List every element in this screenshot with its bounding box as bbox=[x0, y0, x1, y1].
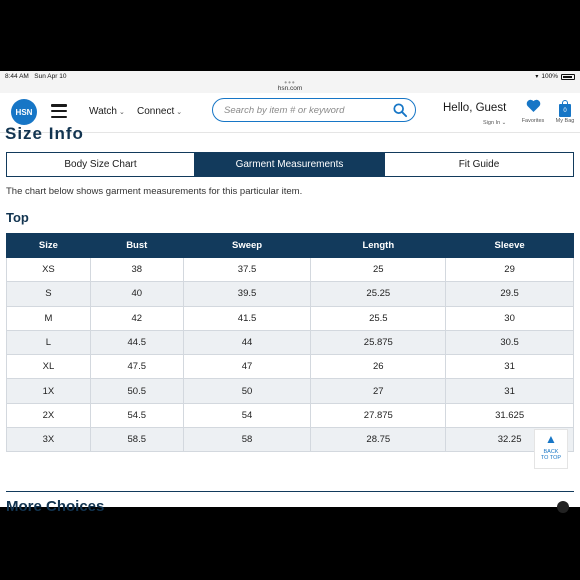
chevron-down-icon: ⌄ bbox=[118, 109, 125, 116]
column-header: Length bbox=[311, 234, 446, 258]
next-section-heading-partial: More Choices bbox=[6, 498, 105, 515]
tab-fit-guide[interactable]: Fit Guide bbox=[385, 153, 573, 176]
intro-text: The chart below shows garment measurements for this particular item. bbox=[6, 186, 303, 197]
table-cell: 37.5 bbox=[183, 258, 311, 282]
table-row bbox=[7, 306, 574, 330]
nav-connect[interactable]: Connect ⌄ bbox=[137, 106, 183, 117]
table-row bbox=[7, 355, 574, 379]
table-cell: 54.5 bbox=[90, 403, 183, 427]
table-cell: 47.5 bbox=[90, 355, 183, 379]
section-title: Top bbox=[6, 210, 29, 225]
heart-icon bbox=[526, 99, 541, 112]
table-row bbox=[7, 330, 574, 354]
favorites-label: Favorites bbox=[521, 118, 545, 124]
sign-in-link[interactable]: Sign In ⌄ bbox=[483, 120, 507, 126]
column-header: Size bbox=[7, 234, 91, 258]
search-icon[interactable] bbox=[393, 103, 407, 117]
table-cell: 40 bbox=[90, 282, 183, 306]
wifi-icon: ▾ bbox=[535, 74, 539, 80]
table-row bbox=[7, 403, 574, 427]
table-cell: XL bbox=[7, 355, 91, 379]
table-cell: 41.5 bbox=[183, 306, 311, 330]
table-cell: 50 bbox=[183, 379, 311, 403]
table-row bbox=[7, 379, 574, 403]
table-cell: 50.5 bbox=[90, 379, 183, 403]
size-tabs bbox=[6, 152, 574, 177]
greeting: Hello, Guest bbox=[443, 102, 507, 114]
favorites-button[interactable] bbox=[520, 99, 546, 124]
shopping-bag-icon: 0 bbox=[559, 104, 571, 117]
table-cell: 31 bbox=[446, 355, 574, 379]
table-cell: 25.875 bbox=[311, 330, 446, 354]
search-placeholder: Search by item # or keyword bbox=[224, 105, 345, 116]
table-cell: 30 bbox=[446, 306, 574, 330]
table-cell: 31 bbox=[446, 379, 574, 403]
back-to-top-label: BACK bbox=[543, 449, 559, 455]
app-screen bbox=[0, 71, 580, 515]
page-heading-partial: Size Info bbox=[5, 124, 84, 143]
table-cell: S bbox=[7, 282, 91, 306]
chevron-up-icon: ▲ bbox=[545, 432, 557, 446]
table-row bbox=[7, 258, 574, 282]
table-cell: 25.5 bbox=[311, 306, 446, 330]
bag-button[interactable] bbox=[553, 99, 577, 124]
menu-icon[interactable] bbox=[51, 104, 67, 118]
table-cell: 25 bbox=[311, 258, 446, 282]
table-cell: 54 bbox=[183, 403, 311, 427]
table-header-row bbox=[7, 234, 574, 258]
table-cell: 27 bbox=[311, 379, 446, 403]
status-time: 8:44 AM Sun Apr 10 bbox=[5, 73, 67, 80]
column-header: Sweep bbox=[183, 234, 311, 258]
column-header: Bust bbox=[90, 234, 183, 258]
table-cell: 32.25 bbox=[446, 428, 574, 452]
hsn-logo[interactable]: HSN bbox=[11, 99, 37, 125]
cut-off-icon bbox=[557, 501, 569, 513]
table-cell: 44.5 bbox=[90, 330, 183, 354]
table-cell: 25.25 bbox=[311, 282, 446, 306]
table-cell: 58 bbox=[183, 428, 311, 452]
table-cell: 42 bbox=[90, 306, 183, 330]
table-cell: 31.625 bbox=[446, 403, 574, 427]
table-cell: 44 bbox=[183, 330, 311, 354]
table-cell: XS bbox=[7, 258, 91, 282]
tab-garment-measurements[interactable]: Garment Measurements bbox=[195, 153, 385, 176]
table-cell: L bbox=[7, 330, 91, 354]
section-divider bbox=[6, 491, 574, 492]
table-row bbox=[7, 282, 574, 306]
battery-percent: 100% bbox=[541, 73, 558, 80]
table-cell: 39.5 bbox=[183, 282, 311, 306]
url-bar[interactable] bbox=[0, 78, 580, 93]
bag-label: My Bag bbox=[555, 118, 575, 124]
table-row bbox=[7, 428, 574, 452]
search-input[interactable] bbox=[212, 98, 416, 122]
table-cell: 29.5 bbox=[446, 282, 574, 306]
table-cell: 58.5 bbox=[90, 428, 183, 452]
table-cell: 30.5 bbox=[446, 330, 574, 354]
table-cell: 28.75 bbox=[311, 428, 446, 452]
table-cell: 29 bbox=[446, 258, 574, 282]
table-cell: 38 bbox=[90, 258, 183, 282]
table-cell: 27.875 bbox=[311, 403, 446, 427]
back-to-top-button[interactable] bbox=[534, 429, 568, 469]
chevron-down-icon: ⌄ bbox=[501, 120, 507, 126]
url-text[interactable]: hsn.com bbox=[277, 85, 303, 92]
tab-body-size-chart[interactable]: Body Size Chart bbox=[7, 153, 195, 176]
measurement-table bbox=[6, 233, 574, 452]
table-cell: 1X bbox=[7, 379, 91, 403]
table-cell: M bbox=[7, 306, 91, 330]
table-cell: 2X bbox=[7, 403, 91, 427]
table-cell: 3X bbox=[7, 428, 91, 452]
table-cell: 26 bbox=[311, 355, 446, 379]
table-cell: 47 bbox=[183, 355, 311, 379]
tab-handle-icon[interactable]: ••• bbox=[284, 78, 296, 87]
column-header: Sleeve bbox=[446, 234, 574, 258]
nav-watch[interactable]: Watch ⌄ bbox=[89, 106, 125, 117]
chevron-down-icon: ⌄ bbox=[176, 109, 183, 116]
back-to-top-label: TO TOP bbox=[540, 455, 562, 461]
